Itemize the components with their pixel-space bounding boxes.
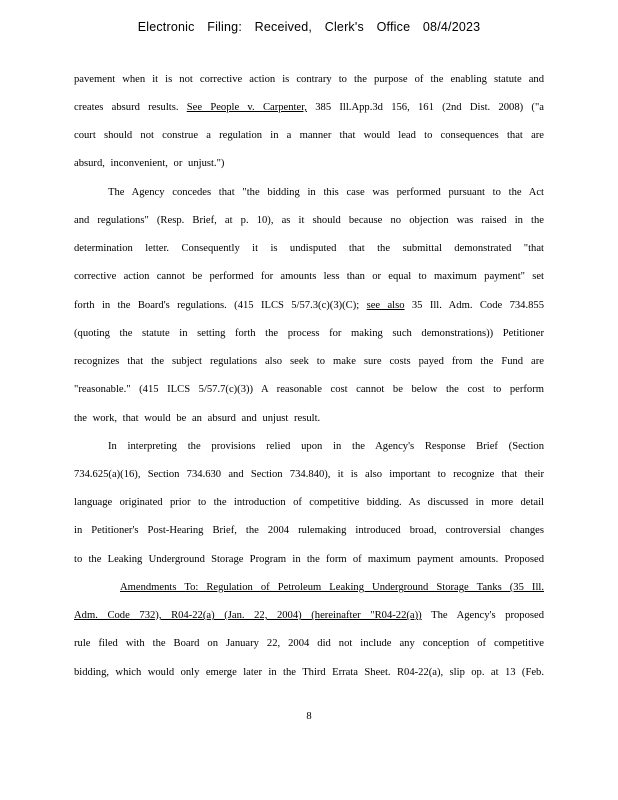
rulemaking-citation-cont: Adm. Code 732), R04-22(a) (Jan. 22, 2004) (hereinafter "R04-22(a)) [74,610,422,621]
text-line: court should not construe a regulation in a manner that would lead to consequences that are [74,130,544,141]
text-line: recognizes that the subject regulations also seek to make sure costs payed from the Fund are [74,356,544,367]
text-line: The Agency concedes that "the bidding in this case was performed pursuant to the Act [108,187,544,198]
text-line: pavement when it is not corrective action is contrary to the purpose of the enabling statute and [74,74,544,85]
text-line: absurd, inconvenient, or unjust.") [74,158,225,169]
text-span: forth in the Board's regulations. (415 ILCS 5/57.3(c)(3)(C); [74,300,367,311]
case-citation: See People v. Carpenter, [186,102,307,113]
text-span: creates absurd results. [74,102,187,113]
text-line: determination letter. Consequently it is undisputed that the submittal demonstrated "that [74,243,544,254]
text-line: 734.625(a)(16), Section 734.630 and Section 734.840), it is also important to recognize that their [74,469,544,480]
text-line: corrective action cannot be performed for amounts less than or equal to maximum payment" set [74,271,544,282]
text-line: the work, that would be an absurd and unjust result. [74,413,321,424]
text-line: in Petitioner's Post-Hearing Brief, the 2004 rulemaking introduced broad, controversial changes [74,525,544,536]
text-line: and regulations" (Resp. Brief, at p. 10), as it should because no objection was raised in the [74,215,544,226]
rulemaking-citation: Amendments To: Regulation of Petroleum Leaking Underground Storage Tanks (35 Ill. [120,582,544,593]
text-line: to the Leaking Underground Storage Program in the form of maximum payment amounts. Proposed [74,554,544,565]
filing-header: Electronic Filing: Received, Clerk's Office 08/4/2023 [137,20,481,34]
text-line: In interpreting the provisions relied upon in the Agency's Response Brief (Section [108,441,544,452]
text-line [74,607,544,625]
text-line: (quoting the statute in setting forth the process for making such demonstrations)) Petitioner [74,328,544,339]
text-line [74,99,544,117]
page-number: 8 [306,711,312,722]
text-line: rule filed with the Board on January 22, 2004 did not include any conception of competitive [74,638,544,649]
text-line: language originated prior to the introduction of competitive bidding. As discussed in more detail [74,497,544,508]
text-span: 35 Ill. Adm. Code 734.855 [404,300,544,311]
text-line: "reasonable." (415 ILCS 5/57.7(c)(3)) A reasonable cost cannot be below the cost to perform [74,384,544,395]
text-span: 385 Ill.App.3d 156, 161 (2nd Dist. 2008) ("a [306,102,544,113]
text-line [74,297,544,315]
text-span: The Agency's proposed [421,610,545,621]
text-line: bidding, which would only emerge later in the Third Errata Sheet. R04-22(a), slip op. at 13 (Feb. [74,667,544,678]
see-also-signal: see also [366,300,405,311]
